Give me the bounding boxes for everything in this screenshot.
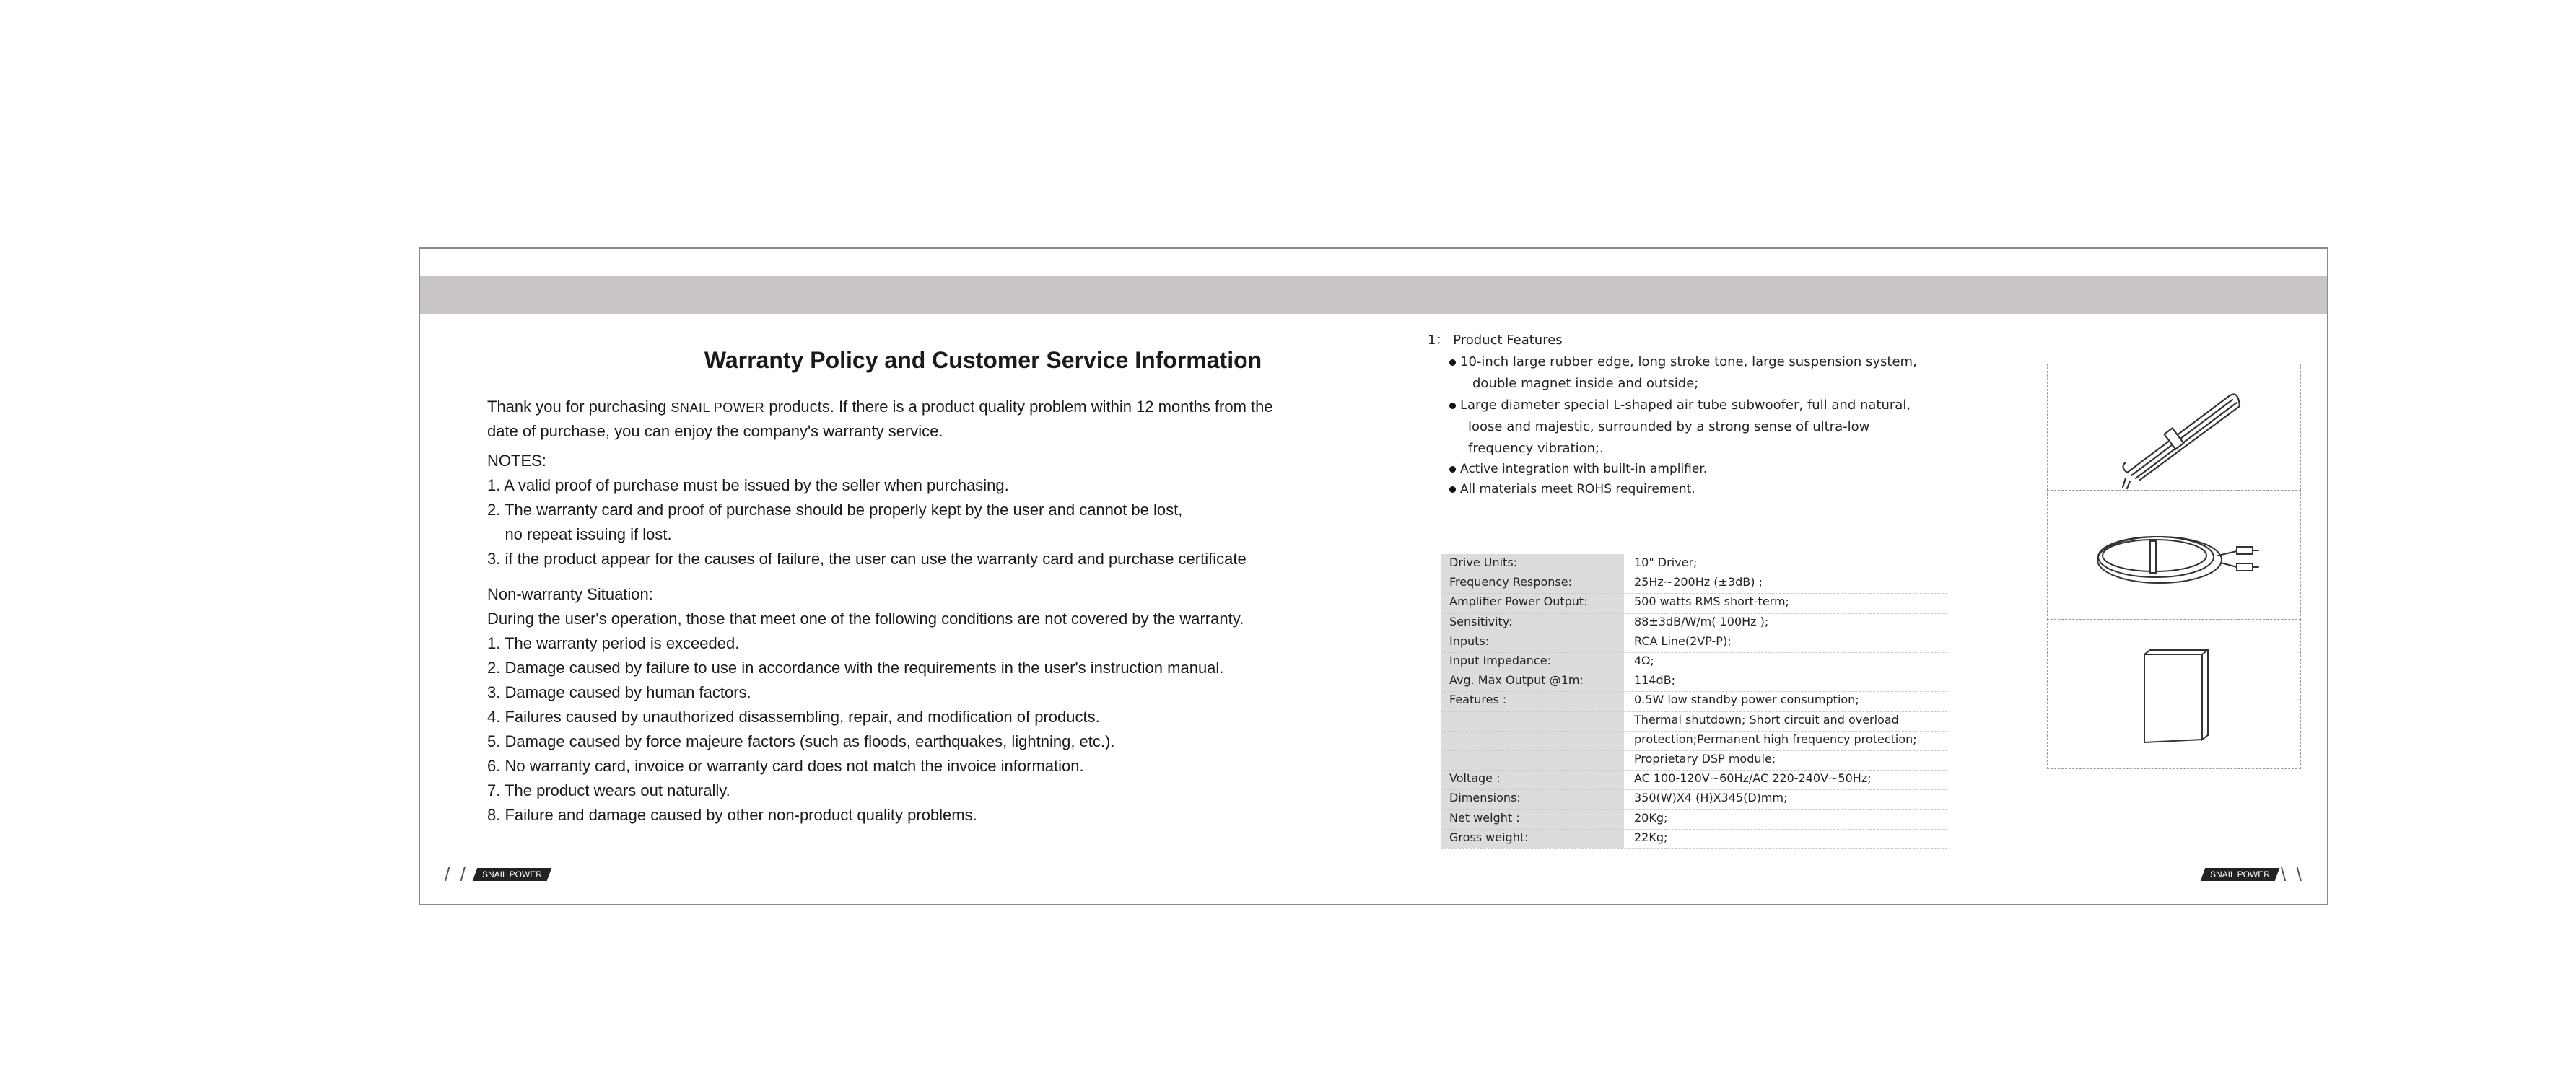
spec-value: 25Hz~200Hz (±3dB) ; [1634,575,1763,589]
spec-value: 22Kg; [1634,830,1668,844]
note-item: no repeat issuing if lost. [487,525,672,543]
non-warranty-item: 3. Damage caused by human factors. [487,683,751,701]
spec-row [1441,593,1947,613]
spec-label: Gross weight: [1449,830,1529,844]
non-warranty-item: 2. Damage caused by failure to use in accordance with the requirements in the user's instruction manual. [487,659,1224,677]
feature-item: Large diameter special L-shaped air tube subwoofer, full and natural, [1449,395,1911,416]
accessory-manual [2047,619,2301,769]
note-item: 1. A valid proof of purchase must be issued by the seller when purchasing. [487,476,1009,494]
spec-value: 114dB; [1634,673,1676,688]
features-heading: 1： Product Features [1428,333,1563,348]
note-item: 3. if the product appear for the causes of failure, the user can use the warranty card and purchase certificate [487,550,1246,568]
accessory-power-cord [2047,364,2301,491]
non-warranty-intro: During the user's operation, those that meet one of the following conditions are not covered by the warranty. [487,610,1244,628]
feature-item: All materials meet ROHS requirement. [1449,478,1695,500]
note-item: 2. The warranty card and proof of purchase should be properly kept by the user and cannot be lost, [487,501,1183,519]
brand-inline: SNAIL POWER [671,400,765,415]
spec-value: Proprietary DSP module; [1634,752,1776,765]
spec-row [1441,770,1947,790]
spec-row [1441,691,1947,711]
spec-label: Amplifier Power Output: [1449,594,1588,609]
manual-booklet-icon [2048,620,2300,768]
spec-row [1441,711,1947,732]
spec-value: RCA Line(2VP-P); [1634,633,1732,648]
spec-label: Net weight : [1449,810,1520,825]
spec-row [1441,789,1947,809]
manual-spread [419,247,2328,905]
feature-item-cont: frequency vibration;. [1468,441,1604,456]
spec-value: Thermal shutdown; Short circuit and overload [1634,712,1899,727]
spec-label: Voltage : [1449,771,1501,786]
spec-value: protection;Permanent high frequency protection; [1634,732,1917,746]
spec-row [1441,574,1947,594]
spec-value: 88±3dB/W/m( 100Hz ); [1634,614,1769,628]
accessory-rca-cable [2047,490,2301,620]
spec-row [1441,613,1947,633]
footer-slash: \ \ [2281,864,2302,885]
spec-value: 500 watts RMS short-term; [1634,594,1789,609]
spec-value: 10" Driver; [1634,556,1698,569]
feature-item: Active integration with built-in amplifier. [1449,458,1707,480]
spec-label: Drive Units: [1449,556,1518,569]
notes-heading: NOTES: [487,452,546,470]
spec-label: Inputs: [1449,633,1490,648]
non-warranty-item: 4. Failures caused by unauthorized disassembling, repair, and modification of products. [487,708,1100,726]
intro-line-2: date of purchase, you can enjoy the company's warranty service. [487,422,943,440]
bullet-icon [1449,486,1456,493]
non-warranty-item: 7. The product wears out naturally. [487,781,730,799]
non-warranty-item: 1. The warranty period is exceeded. [487,634,740,652]
feature-item-cont: double magnet inside and outside; [1472,376,1699,391]
spec-value: 350(W)X4 (H)X345(D)mm; [1634,791,1788,805]
spec-label: Dimensions: [1449,791,1521,805]
power-cord-icon [2048,364,2300,490]
header-band [420,276,2327,314]
spec-row [1441,652,1947,672]
spec-label: Features : [1449,693,1507,707]
spec-row [1441,750,1947,771]
non-warranty-item: 6. No warranty card, invoice or warranty card does not match the invoice information. [487,757,1084,775]
spec-row [1441,829,1947,849]
footer-slash: / / [445,864,466,885]
non-warranty-heading: Non-warranty Situation: [487,585,653,603]
warranty-title: Warranty Policy and Customer Service Information [704,347,1262,373]
spec-row [1441,672,1947,692]
spec-value: 20Kg; [1634,810,1668,825]
bullet-icon [1449,359,1456,366]
feature-item-cont: loose and majestic, surrounded by a strong sense of ultra-low [1468,419,1870,434]
bullet-icon [1449,403,1456,409]
spec-label: Input Impedance: [1449,654,1551,667]
spec-row [1441,809,1947,830]
spec-value: AC 100-120V~60Hz/AC 220-240V~50Hz; [1634,771,1872,786]
spec-value: 4Ω; [1634,654,1654,667]
spec-row [1441,633,1947,653]
footer-brand-left: SNAIL POWER [473,868,551,881]
bullet-icon [1449,466,1456,473]
spec-label: Frequency Response: [1449,575,1572,589]
spec-label: Sensitivity: [1449,614,1513,628]
spec-value: 0.5W low standby power consumption; [1634,693,1859,707]
non-warranty-item: 5. Damage caused by force majeure factors (such as floods, earthquakes, lightning, etc.). [487,732,1115,750]
footer-brand-right: SNAIL POWER [2201,868,2279,881]
feature-item: 10-inch large rubber edge, long stroke tone, large suspension system, [1449,351,1917,373]
non-warranty-item: 8. Failure and damage caused by other non-product quality problems. [487,806,977,824]
spec-row [1441,554,1947,574]
spec-row [1441,731,1947,751]
rca-cable-icon [2048,491,2300,619]
intro-line-1: Thank you for purchasing SNAIL POWER products. If there is a product quality problem within 12 months from the [487,398,1273,416]
spec-label: Avg. Max Output @1m: [1449,673,1584,688]
